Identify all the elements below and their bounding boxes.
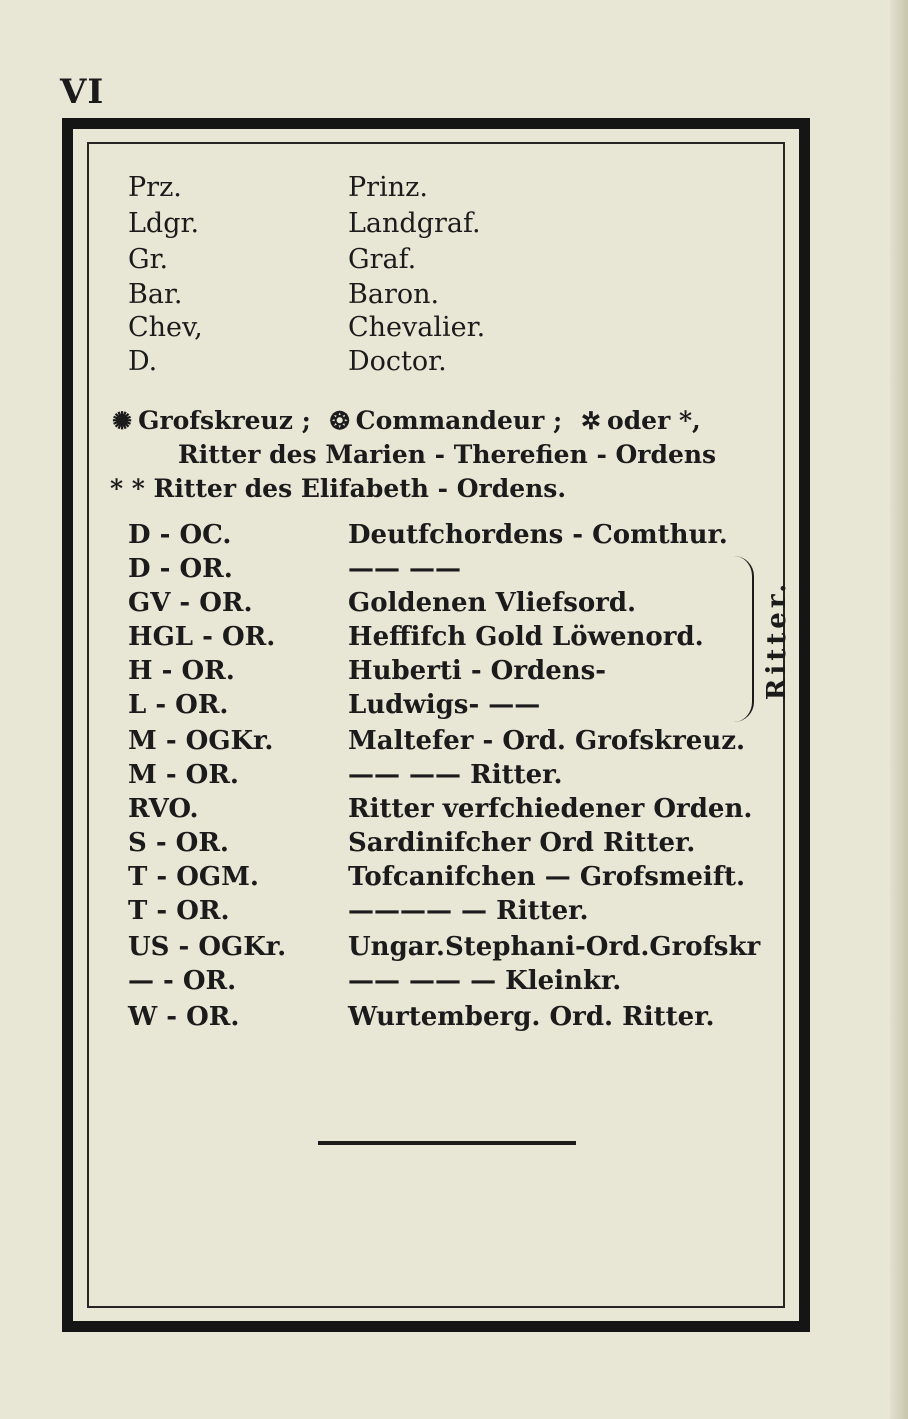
list-item [0, 279, 908, 315]
meaning: —— —— Ritter. [348, 760, 563, 790]
abbreviation: D - OC. [128, 520, 232, 550]
list-item [0, 172, 908, 208]
list-item [0, 346, 908, 382]
ritter-star-icon: ✲ [580, 406, 602, 435]
meaning: Sardinifcher Ord Ritter. [348, 828, 696, 858]
list-item [0, 244, 908, 280]
meaning: Baron. [348, 279, 440, 310]
meaning: —— —— [348, 554, 462, 584]
page-number: VI [60, 72, 105, 112]
list-item [0, 520, 908, 556]
meaning: ———— — Ritter. [348, 896, 589, 926]
meaning: —— —— — Kleinkr. [348, 966, 622, 996]
meaning: Ludwigs- —— [348, 690, 541, 720]
abbreviation: D. [128, 346, 158, 377]
list-item [0, 828, 908, 864]
list-item [0, 794, 908, 830]
abbreviation: GV - OR. [128, 588, 253, 618]
list-item [0, 862, 908, 898]
abbreviation: T - OR. [128, 896, 230, 926]
meaning: Doctor. [348, 346, 447, 377]
meaning: Prinz. [348, 172, 428, 203]
meaning: Tofcanifchen — Grofsmeift. [348, 862, 746, 892]
legend-line-2: Ritter des Marien - Therefien - Ordens [178, 440, 717, 469]
legend-grosskreuz: Grofskreuz ; [138, 406, 311, 435]
list-item [0, 726, 908, 762]
meaning: Chevalier. [348, 312, 486, 343]
legend-oder: oder *, [607, 406, 701, 435]
abbreviation: Chev, [128, 312, 203, 343]
meaning: Maltefer - Ord. Grofskreuz. [348, 726, 746, 756]
abbreviation: RVO. [128, 794, 199, 824]
commandeur-cross-icon: ❂ [329, 406, 350, 435]
meaning: Wurtemberg. Ord. Ritter. [348, 1002, 715, 1032]
meaning: Ritter verfchiedener Orden. [348, 794, 753, 824]
list-item [0, 208, 908, 244]
abbreviation: Bar. [128, 279, 183, 310]
list-item [0, 932, 908, 968]
abbreviation: Gr. [128, 244, 169, 275]
abbreviation: S - OR. [128, 828, 229, 858]
list-item [0, 966, 908, 1002]
legend-line-3: * * Ritter des Elifabeth - Ordens. [110, 474, 567, 503]
list-item [0, 896, 908, 932]
abbreviation: US - OGKr. [128, 932, 287, 962]
legend-commandeur: Commandeur ; [355, 406, 563, 435]
meaning: Heffifch Gold Löwenord. [348, 622, 704, 652]
abbreviation: — - OR. [128, 966, 237, 996]
abbreviation: M - OGKr. [128, 726, 274, 756]
abbreviation: Prz. [128, 172, 182, 203]
abbreviation: W - OR. [128, 1002, 240, 1032]
list-item [0, 1002, 908, 1038]
legend-line-1 [112, 406, 701, 435]
abbreviation: M - OR. [128, 760, 239, 790]
meaning: Huberti - Ordens- [348, 656, 607, 686]
meaning: Deutfchordens - Comthur. [348, 520, 728, 550]
ritter-side-label: Ritter. [762, 579, 793, 701]
list-item [0, 760, 908, 796]
abbreviation: L - OR. [128, 690, 229, 720]
abbreviation: HGL - OR. [128, 622, 276, 652]
meaning: Goldenen Vliefsord. [348, 588, 637, 618]
list-item [0, 312, 908, 348]
abbreviation: D - OR. [128, 554, 233, 584]
abbreviation: T - OGM. [128, 862, 259, 892]
meaning: Ungar.Stephani-Ord.Grofskr [348, 932, 761, 962]
ritter-brace [732, 556, 754, 722]
abbreviation: H - OR. [128, 656, 235, 686]
grosskreuz-star-icon: ✺ [112, 406, 133, 435]
meaning: Graf. [348, 244, 417, 275]
abbreviation: Ldgr. [128, 208, 200, 239]
meaning: Landgraf. [348, 208, 481, 239]
end-rule [318, 1141, 576, 1145]
